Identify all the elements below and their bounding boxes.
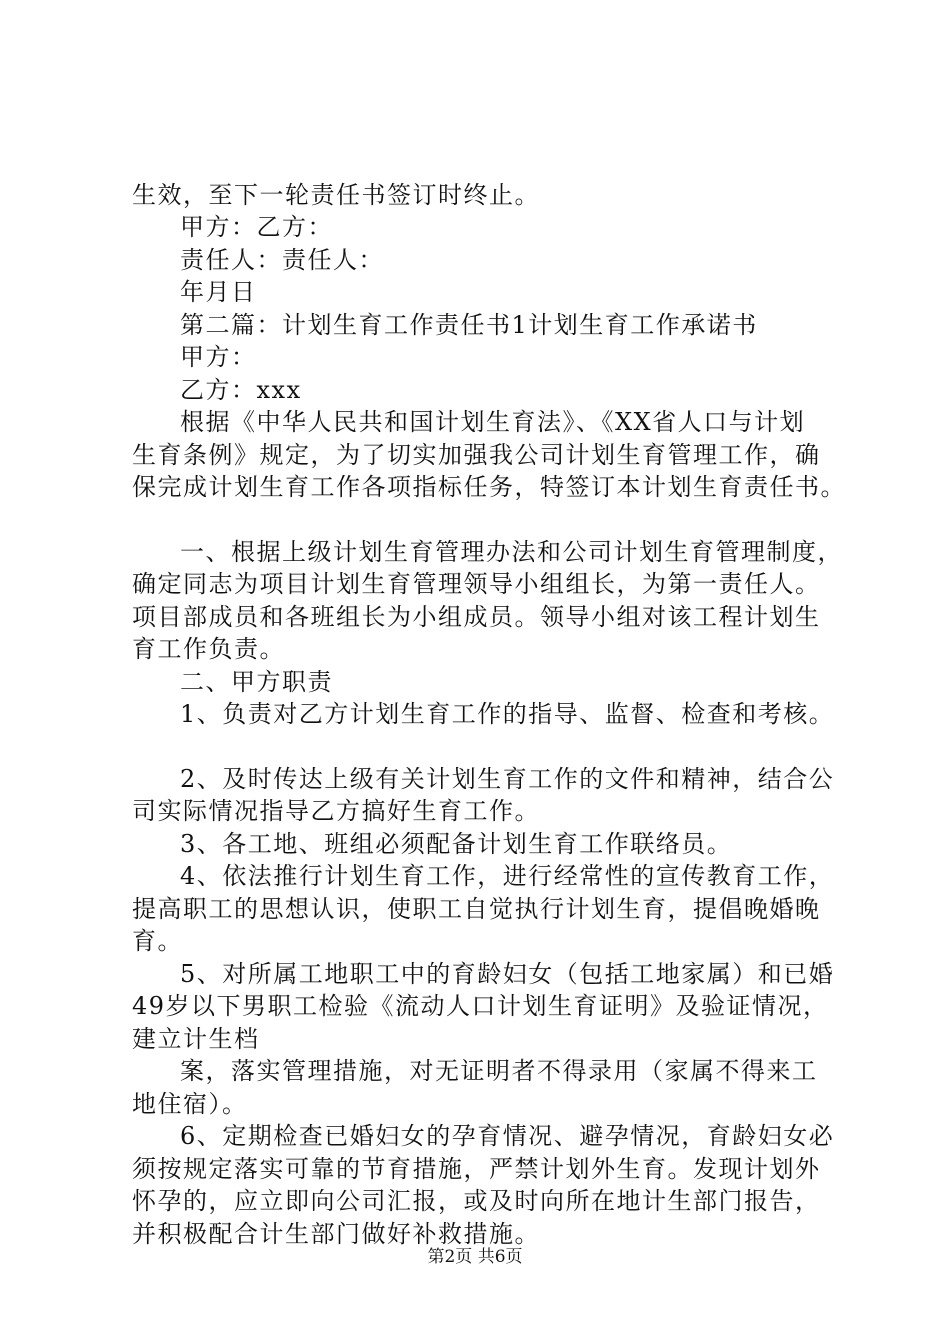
text-line: 2、及时传达上级有关计划生育工作的文件和精神，结合公 bbox=[180, 765, 835, 793]
text-line: 1、负责对乙方计划生育工作的指导、监督、检查和考核。 bbox=[180, 700, 835, 728]
page-number-footer: 第2页 共6页 bbox=[427, 1247, 523, 1267]
text-line: 6、定期检查已婚妇女的孕育情况、避孕情况，育龄妇女必 bbox=[180, 1122, 835, 1150]
text-line: 须按规定落实可靠的节育措施，严禁计划外生育。发现计划外 bbox=[132, 1155, 821, 1183]
text-line: 甲方：乙方： bbox=[180, 213, 333, 241]
text-line: 项目部成员和各班组长为小组成员。领导小组对该工程计划生 bbox=[132, 603, 821, 631]
section-heading: 第二篇：计划生育工作责任书1计划生育工作承诺书 bbox=[180, 311, 758, 339]
text-line: 49岁以下男职工检验《流动人口计划生育证明》及验证情况， bbox=[132, 992, 829, 1020]
text-line: 甲方： bbox=[180, 343, 257, 371]
text-line: 并积极配合计生部门做好补救措施。 bbox=[132, 1220, 540, 1248]
text-line: 确定同志为项目计划生育管理领导小组组长，为第一责任人。 bbox=[132, 570, 821, 598]
text-line: 育工作负责。 bbox=[132, 635, 285, 663]
text-line: 4、依法推行计划生育工作，进行经常性的宣传教育工作， bbox=[180, 862, 835, 890]
text-line: 育。 bbox=[132, 927, 183, 955]
text-line: 提高职工的思想认识，使职工自觉执行计划生育，提倡晚婚晚 bbox=[132, 895, 821, 923]
text-line: 怀孕的，应立即向公司汇报，或及时向所在地计生部门报告， bbox=[132, 1187, 821, 1215]
text-line: 乙方：xxx bbox=[180, 376, 302, 404]
text-line: 5、对所属工地职工中的育龄妇女（包括工地家属）和已婚 bbox=[180, 960, 835, 988]
text-line: 保完成计划生育工作各项指标任务，特签订本计划生育责任书。 bbox=[132, 473, 846, 501]
text-line: 生效，至下一轮责任书签订时终止。 bbox=[132, 181, 540, 209]
text-line: 案，落实管理措施，对无证明者不得录用（家属不得来工 bbox=[180, 1057, 818, 1085]
text-line: 司实际情况指导乙方搞好生育工作。 bbox=[132, 797, 540, 825]
text-line: 3、各工地、班组必须配备计划生育工作联络员。 bbox=[180, 830, 733, 858]
text-line: 一、根据上级计划生育管理办法和公司计划生育管理制度， bbox=[180, 538, 843, 566]
text-line: 根据《中华人民共和国计划生育法》、《XX省人口与计划 bbox=[180, 408, 806, 436]
text-line: 地住宿）。 bbox=[132, 1090, 248, 1118]
text-line: 建立计生档 bbox=[132, 1025, 260, 1053]
text-line: 二、甲方职责 bbox=[180, 668, 333, 696]
text-line: 生育条例》规定，为了切实加强我公司计划生育管理工作，确 bbox=[132, 441, 821, 469]
text-line: 年月日 bbox=[180, 278, 257, 306]
text-line: 责任人：责任人： bbox=[180, 246, 384, 274]
